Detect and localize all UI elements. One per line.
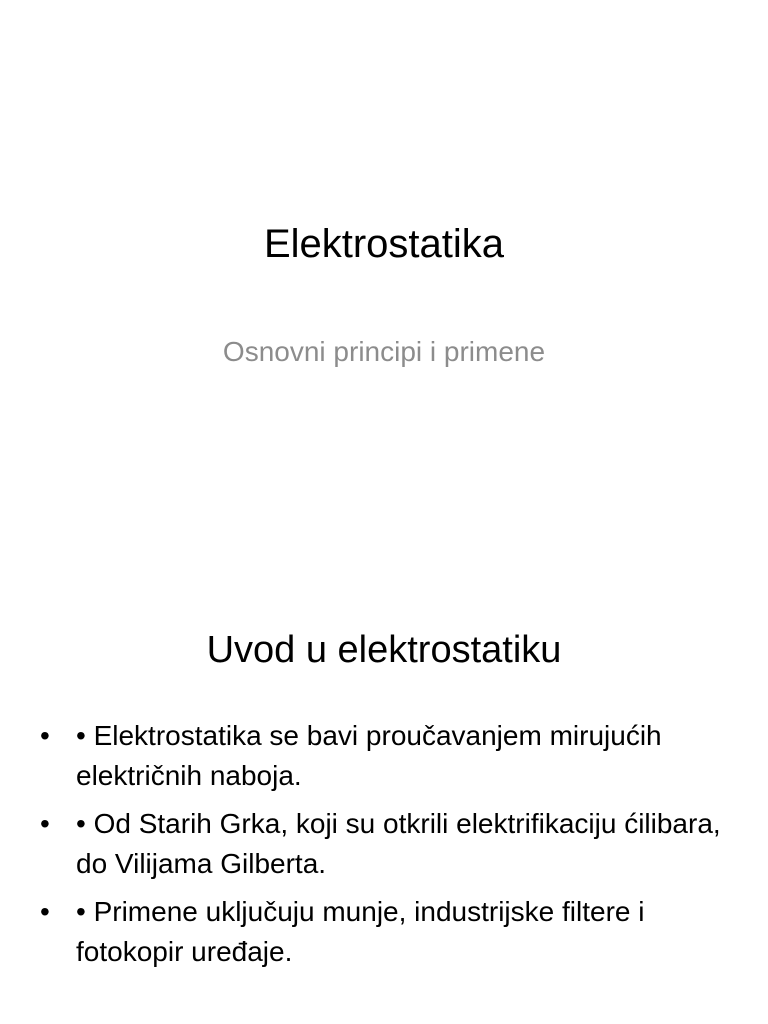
bullet-marker: • [40,896,50,927]
slide-title-heading: Elektrostatika [263,222,505,266]
bullet-marker: • [40,720,50,751]
bullet-text: • Elektrostatika se bavi proučavanjem mirujućih električnih naboja. [76,720,662,791]
bullet-text: • Primene uključuju munje, industrijske filtere i fotokopir uređaje. [76,896,645,967]
slide-content [0,576,768,1024]
bullet-item [40,716,730,796]
bullet-item [40,892,730,972]
bullet-item [40,804,730,884]
slide-subtitle: Osnovni principi i primene [222,336,546,367]
bullet-marker: • [40,808,50,839]
slide-content-heading: Uvod u elektrostatiku [206,629,562,671]
bullet-text: • Od Starih Grka, koji su otkrili elektrifikaciju ćilibara, do Vilijama Gilberta. [76,808,721,879]
bullet-list [40,716,730,980]
